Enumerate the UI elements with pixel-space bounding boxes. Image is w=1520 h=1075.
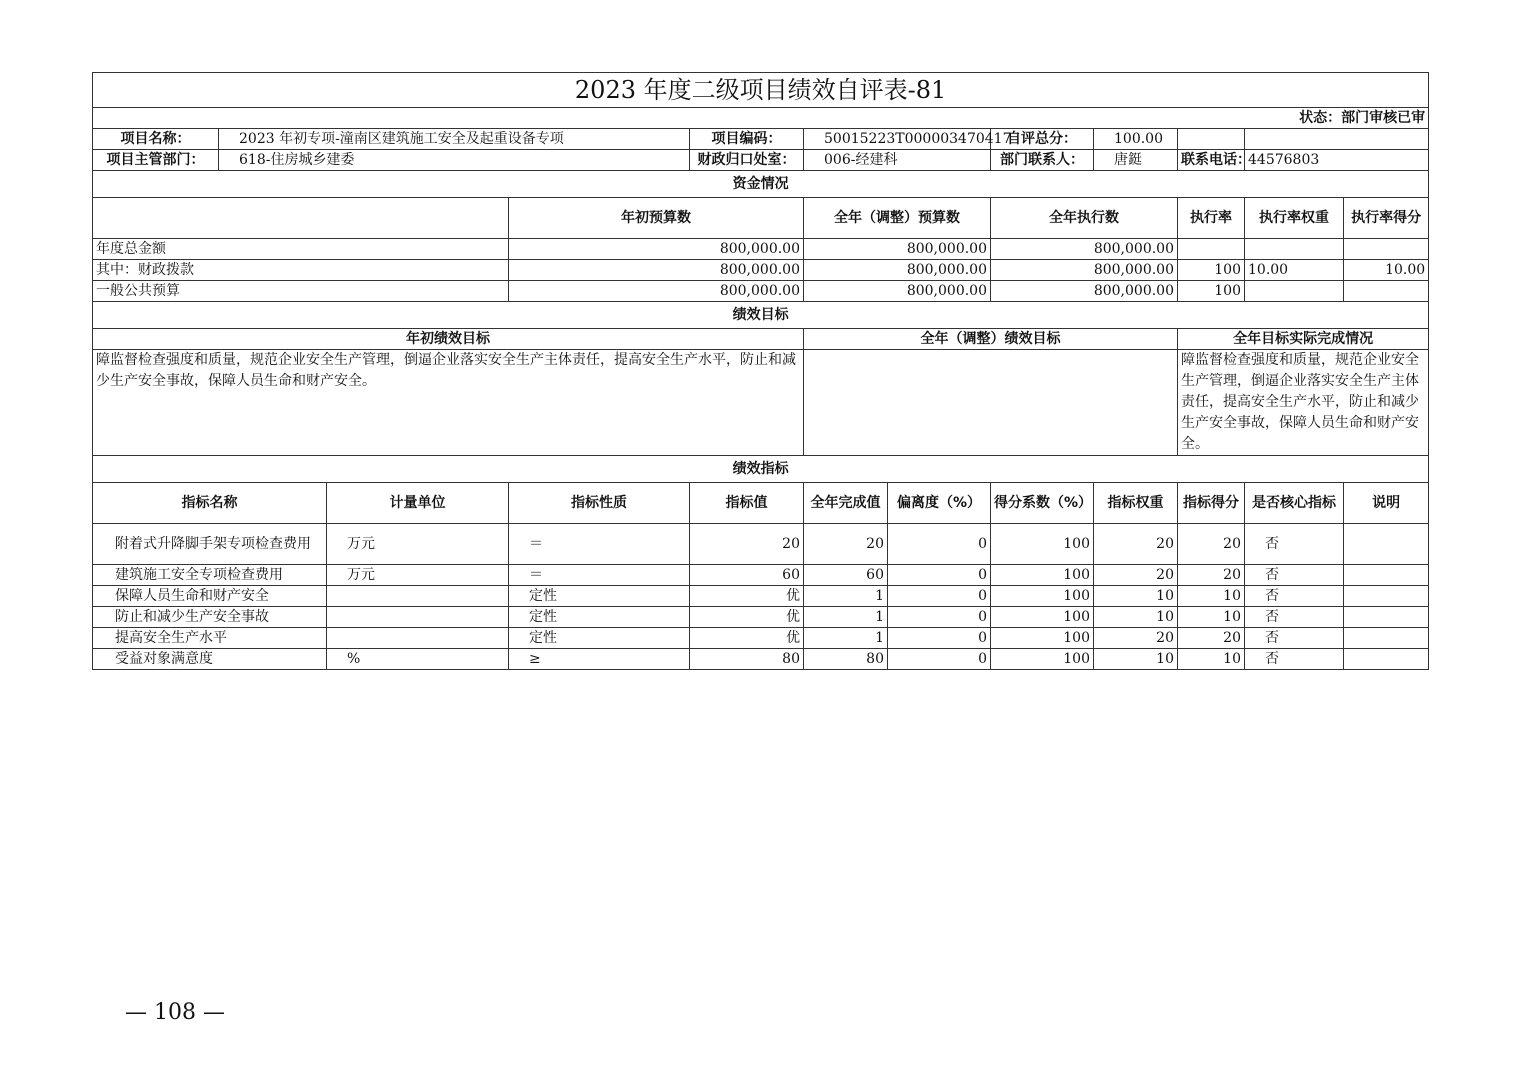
- ind-header-nature: 指标性质: [509, 483, 690, 524]
- ind-score: 10: [1178, 607, 1245, 628]
- ind-target: 优: [690, 628, 804, 649]
- ind-score: 10: [1178, 586, 1245, 607]
- goal-adjusted-text: [804, 350, 1178, 456]
- goals-header-initial: 年初绩效目标: [93, 329, 804, 350]
- goals-header-actual: 全年目标实际完成情况: [1178, 329, 1429, 350]
- goal-actual-text: 障监督检查强度和质量，规范企业安全生产管理，倒逼企业落实安全生产主体责任，提高安全生产水平，防止和减少生产安全事故，保障人员生命和财产安全。: [1178, 350, 1429, 456]
- funds-score: [1344, 281, 1429, 302]
- ind-note: [1344, 586, 1429, 607]
- funds-header-initial: 年初预算数: [509, 198, 804, 239]
- ind-note: [1344, 607, 1429, 628]
- office-label: 财政归口处室：: [690, 150, 804, 171]
- ind-core: 否: [1245, 565, 1344, 586]
- ind-deviation: 0: [888, 607, 991, 628]
- ind-score: 20: [1178, 524, 1245, 565]
- page-number: — 108 —: [125, 1000, 225, 1025]
- page-title: 2023 年度二级项目绩效自评表-81: [93, 73, 1429, 108]
- ind-header-unit: 计量单位: [327, 483, 509, 524]
- goal-initial-text: 障监督检查强度和质量，规范企业安全生产管理，倒逼企业落实安全生产主体责任，提高安全生产水平，防止和减少生产安全事故，保障人员生命和财产安全。: [93, 350, 804, 456]
- contact-value: 唐鋌: [1094, 150, 1178, 171]
- funds-score: 10.00: [1344, 260, 1429, 281]
- ind-nature: 定性: [509, 607, 690, 628]
- ind-header-weight: 指标权重: [1094, 483, 1178, 524]
- ind-note: [1344, 565, 1429, 586]
- ind-header-deviation: 偏离度（%）: [888, 483, 991, 524]
- funds-initial: 800,000.00: [509, 239, 804, 260]
- ind-deviation: 0: [888, 649, 991, 670]
- funds-initial: 800,000.00: [509, 260, 804, 281]
- ind-coef: 100: [991, 565, 1094, 586]
- ind-nature: ＝: [509, 565, 690, 586]
- ind-weight: 10: [1094, 607, 1178, 628]
- ind-nature: ＝: [509, 524, 690, 565]
- funds-header-score: 执行率得分: [1344, 198, 1429, 239]
- funds-rate: 100: [1178, 281, 1245, 302]
- ind-deviation: 0: [888, 628, 991, 649]
- ind-header-score: 指标得分: [1178, 483, 1245, 524]
- ind-unit: %: [327, 649, 509, 670]
- ind-name: 防止和减少生产安全事故: [93, 607, 327, 628]
- ind-header-core: 是否核心指标: [1245, 483, 1344, 524]
- ind-unit: [327, 586, 509, 607]
- ind-actual: 60: [804, 565, 888, 586]
- ind-note: [1344, 649, 1429, 670]
- funds-weight: [1245, 281, 1344, 302]
- ind-score: 10: [1178, 649, 1245, 670]
- self-score-value: 100.00: [1094, 129, 1178, 150]
- status-text: 状态：部门审核已审: [93, 108, 1429, 129]
- project-name-label: 项目名称：: [93, 129, 219, 150]
- ind-deviation: 0: [888, 524, 991, 565]
- ind-core: 否: [1245, 649, 1344, 670]
- ind-weight: 20: [1094, 524, 1178, 565]
- ind-header-coef: 得分系数（%）: [991, 483, 1094, 524]
- ind-actual: 1: [804, 607, 888, 628]
- ind-nature: 定性: [509, 586, 690, 607]
- ind-header-target: 指标值: [690, 483, 804, 524]
- ind-core: 否: [1245, 607, 1344, 628]
- ind-coef: 100: [991, 607, 1094, 628]
- office-value: 006-经建科: [804, 150, 991, 171]
- ind-nature: ≥: [509, 649, 690, 670]
- ind-target: 优: [690, 607, 804, 628]
- goals-section-title: 绩效目标: [93, 302, 1429, 329]
- ind-deviation: 0: [888, 586, 991, 607]
- funds-score: [1344, 239, 1429, 260]
- ind-core: 否: [1245, 586, 1344, 607]
- funds-executed: 800,000.00: [991, 260, 1178, 281]
- ind-header-actual: 全年完成值: [804, 483, 888, 524]
- ind-weight: 20: [1094, 628, 1178, 649]
- ind-target: 80: [690, 649, 804, 670]
- project-name-value: 2023 年初专项-潼南区建筑施工安全及起重设备专项: [219, 129, 690, 150]
- project-code-value: 50015223T000003470417: [804, 129, 991, 150]
- ind-score: 20: [1178, 628, 1245, 649]
- ind-weight: 10: [1094, 586, 1178, 607]
- self-evaluation-table: [92, 72, 1429, 670]
- ind-name: 附着式升降脚手架专项检查费用: [93, 524, 327, 565]
- ind-unit: [327, 607, 509, 628]
- ind-core: 否: [1245, 628, 1344, 649]
- funds-row-label: 年度总金额: [93, 239, 509, 260]
- goals-header-adjusted: 全年（调整）绩效目标: [804, 329, 1178, 350]
- ind-actual: 1: [804, 586, 888, 607]
- ind-target: 60: [690, 565, 804, 586]
- dept-label: 项目主管部门：: [93, 150, 219, 171]
- ind-name: 受益对象满意度: [93, 649, 327, 670]
- ind-note: [1344, 628, 1429, 649]
- funds-adjusted: 800,000.00: [804, 260, 991, 281]
- funds-executed: 800,000.00: [991, 281, 1178, 302]
- funds-row-label: 其中：财政拨款: [93, 260, 509, 281]
- empty-cell: [1245, 129, 1429, 150]
- contact-label: 部门联系人：: [991, 150, 1094, 171]
- ind-unit: 万元: [327, 565, 509, 586]
- self-score-label: 自评总分：: [991, 129, 1094, 150]
- ind-weight: 10: [1094, 649, 1178, 670]
- indicators-section-title: 绩效指标: [93, 456, 1429, 483]
- funds-executed: 800,000.00: [991, 239, 1178, 260]
- funds-initial: 800,000.00: [509, 281, 804, 302]
- funds-adjusted: 800,000.00: [804, 239, 991, 260]
- ind-actual: 20: [804, 524, 888, 565]
- ind-deviation: 0: [888, 565, 991, 586]
- funds-weight: 10.00: [1245, 260, 1344, 281]
- funds-header-weight: 执行率权重: [1245, 198, 1344, 239]
- ind-unit: 万元: [327, 524, 509, 565]
- ind-target: 优: [690, 586, 804, 607]
- ind-weight: 20: [1094, 565, 1178, 586]
- dept-value: 618-住房城乡建委: [219, 150, 690, 171]
- ind-coef: 100: [991, 628, 1094, 649]
- funds-adjusted: 800,000.00: [804, 281, 991, 302]
- ind-nature: 定性: [509, 628, 690, 649]
- phone-label: 联系电话：: [1178, 150, 1245, 171]
- ind-header-note: 说明: [1344, 483, 1429, 524]
- ind-coef: 100: [991, 586, 1094, 607]
- ind-actual: 1: [804, 628, 888, 649]
- funds-rate: [1178, 239, 1245, 260]
- ind-coef: 100: [991, 649, 1094, 670]
- funds-weight: [1245, 239, 1344, 260]
- ind-core: 否: [1245, 524, 1344, 565]
- ind-score: 20: [1178, 565, 1245, 586]
- ind-note: [1344, 524, 1429, 565]
- project-code-label: 项目编码：: [690, 129, 804, 150]
- empty-cell: [93, 198, 509, 239]
- funds-header-adjusted: 全年（调整）预算数: [804, 198, 991, 239]
- empty-cell: [1178, 129, 1245, 150]
- ind-header-name: 指标名称: [93, 483, 327, 524]
- ind-name: 保障人员生命和财产安全: [93, 586, 327, 607]
- funds-header-executed: 全年执行数: [991, 198, 1178, 239]
- ind-unit: [327, 628, 509, 649]
- ind-target: 20: [690, 524, 804, 565]
- ind-name: 提高安全生产水平: [93, 628, 327, 649]
- funds-section-title: 资金情况: [93, 171, 1429, 198]
- ind-actual: 80: [804, 649, 888, 670]
- ind-name: 建筑施工安全专项检查费用: [93, 565, 327, 586]
- ind-coef: 100: [991, 524, 1094, 565]
- funds-rate: 100: [1178, 260, 1245, 281]
- funds-header-rate: 执行率: [1178, 198, 1245, 239]
- funds-row-label: 一般公共预算: [93, 281, 509, 302]
- phone-value: 44576803: [1245, 150, 1429, 171]
